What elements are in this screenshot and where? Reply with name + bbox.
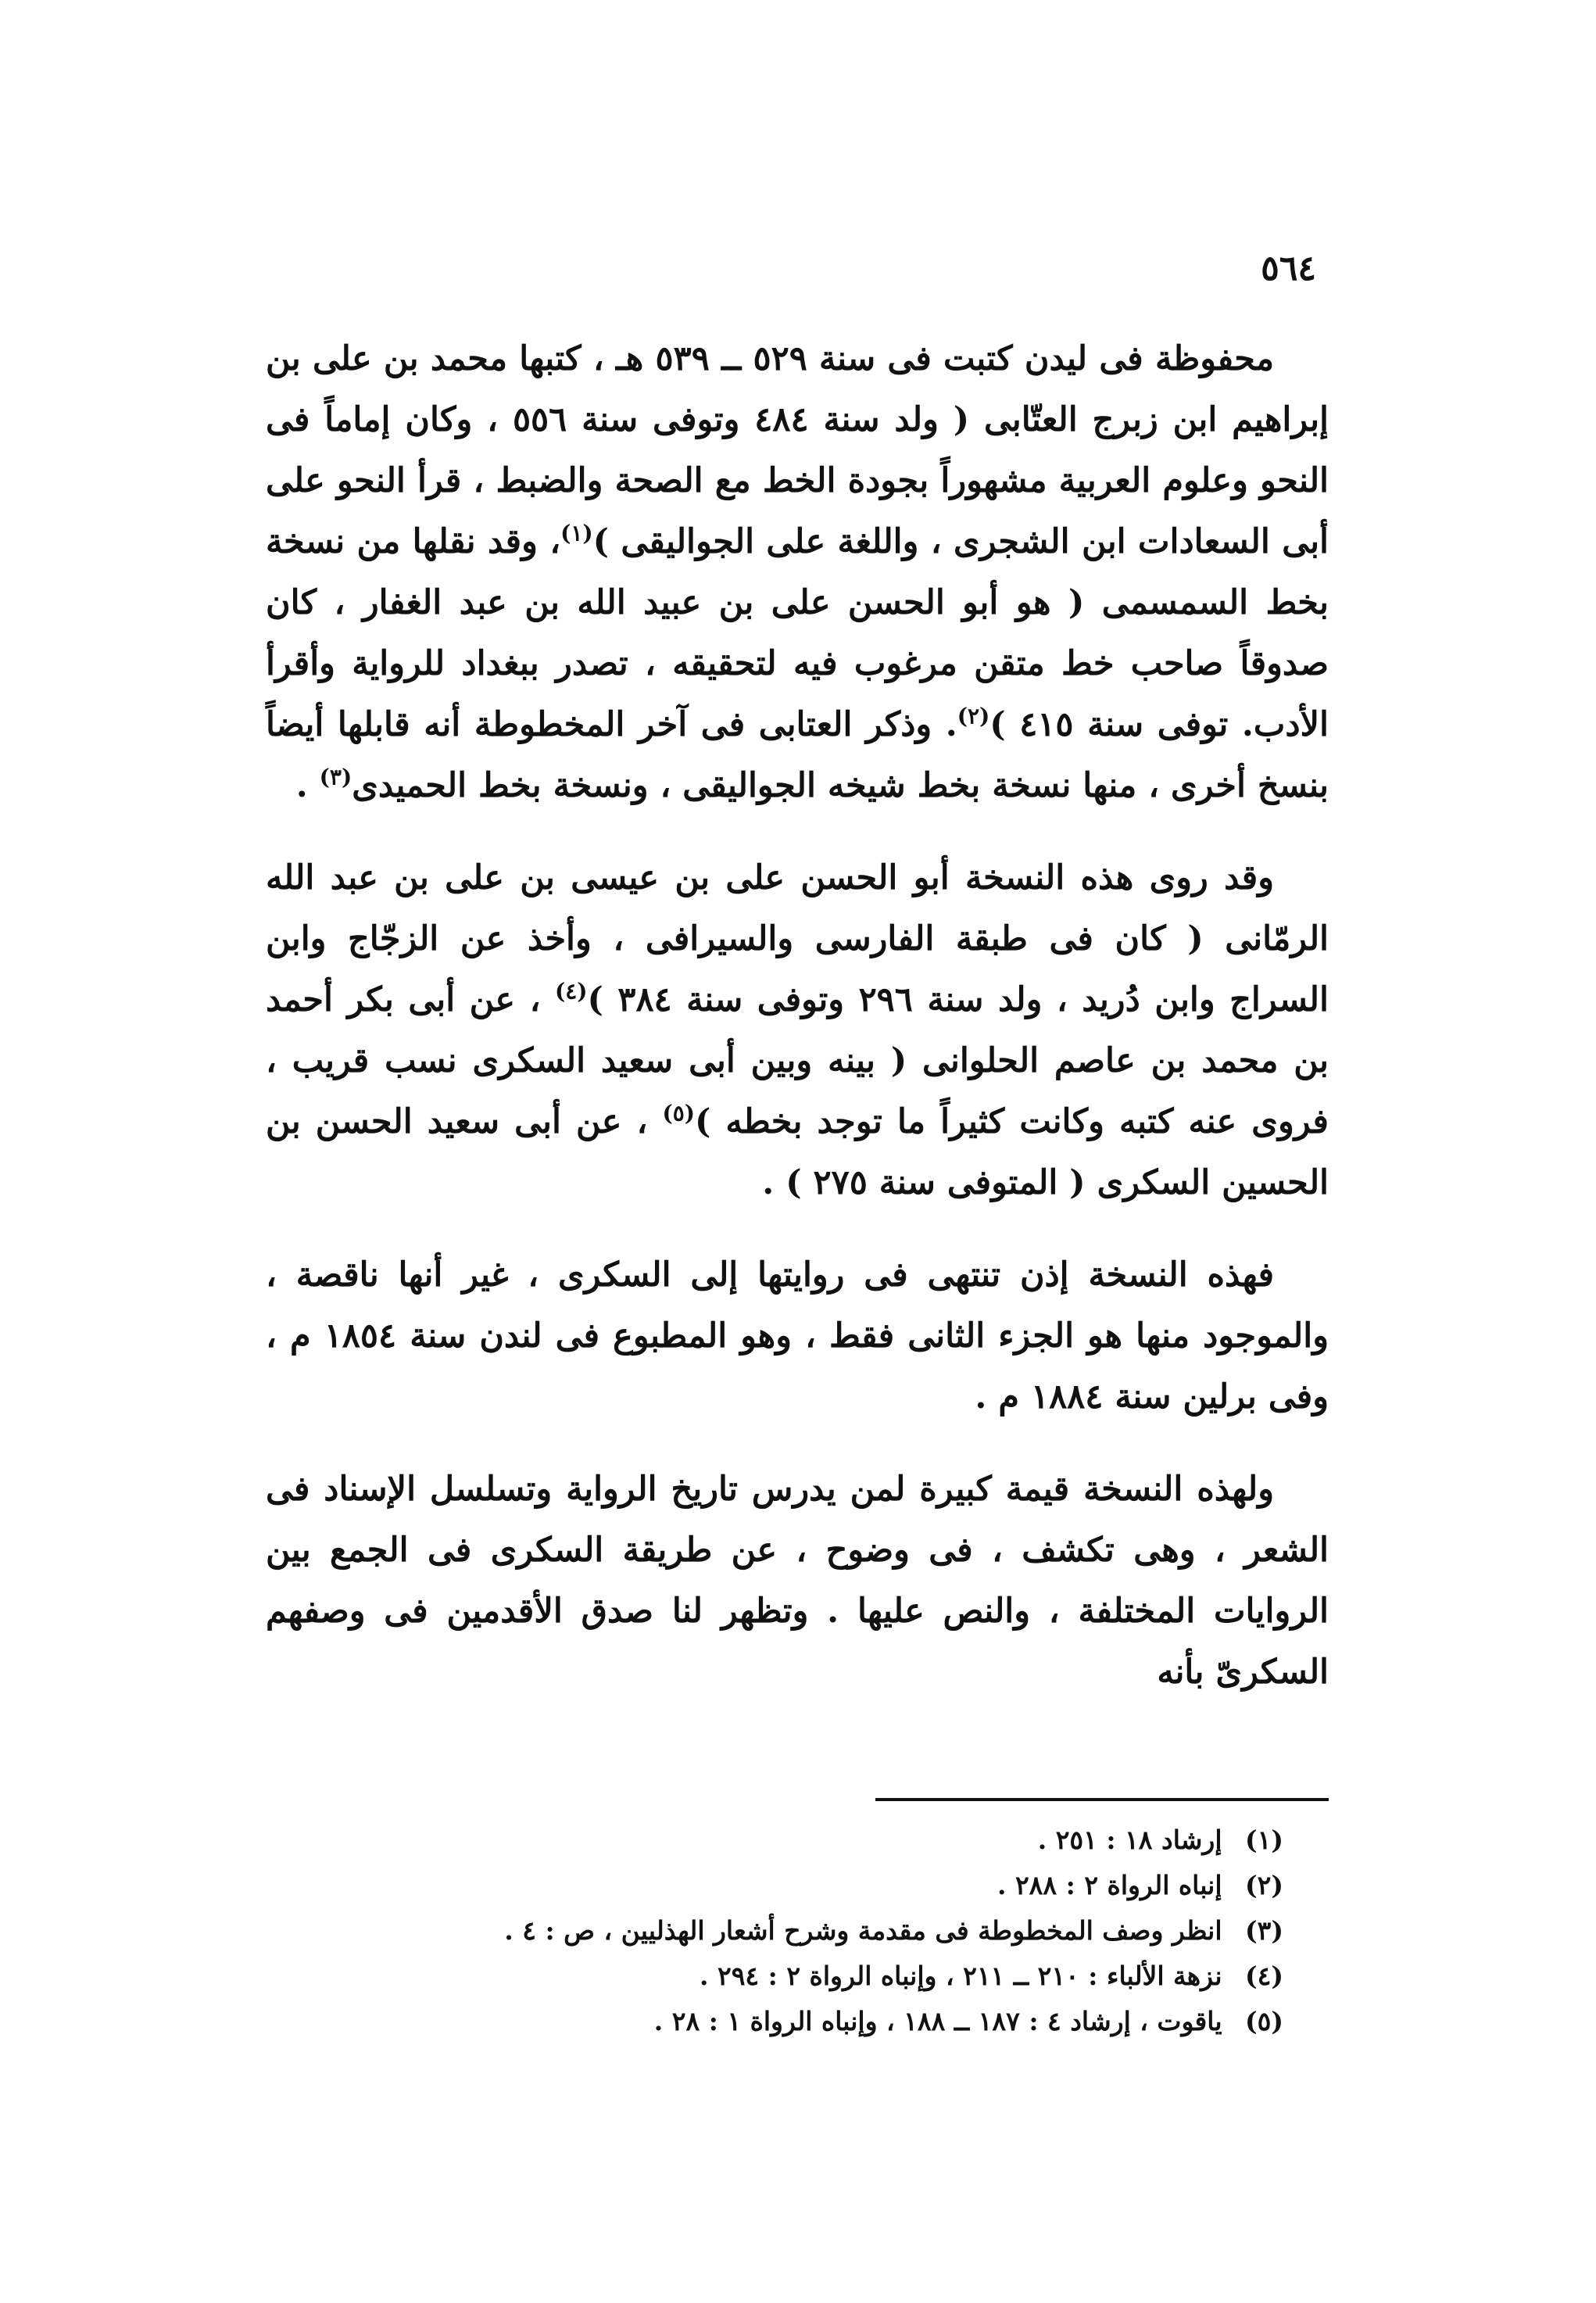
text-segment: محفوظة فى ليدن كتبت فى سنة ٥٢٩ ــ ٥٣٩ هـ ، كتبها محمد بن على بن إبراهيم ابن زبرج العتّابى ( ولد سنة ٤٨٤ وتوفى سنة ٥٥٦ ، وكان إماماً فى النحو وعلوم العربية مشهوراً بجودة الخط مع الصحة والضبط ، قرأ النحو على أبى السعادات ابن الشجرى ، واللغة على الجواليقى ) — [266, 339, 1329, 561]
paragraph-incomplete-copy — [266, 1245, 1329, 1427]
footnote-number: (٤) — [1245, 1961, 1283, 1991]
text-segment: ، عن أبى سعيد الحسن بن الحسين السكرى ( المتوفى سنة ٢٧٥ ) . — [266, 1102, 1329, 1202]
text-segment: فهذه النسخة إذن تنتهى فى روايتها إلى السكرى ، غير أنها ناقصة ، والموجود منها هو الجزء الثانى فقط ، وهو المطبوع فى لندن سنة ١٨٥٤ م ، وفى برلين سنة ١٨٨٤ م . — [266, 1255, 1329, 1417]
footnote-divider — [875, 1798, 1329, 1801]
footnote-marker: (٢) — [957, 703, 990, 729]
text-segment: . وذكر العتابى فى آخر المخطوطة أنه قابلها أيضاً بنسخ أخرى ، منها نسخة بخط شيخه الجواليقى ، ونسخة بخط الحميدى — [266, 705, 1329, 805]
text-segment: وقد روى هذه النسخة أبو الحسن على بن عيسى بن على بن عبد الله الرمّانى ( كان فى طبقة الفارسى والسيرافى ، وأخذ عن الزجّاج وابن السراج وابن دُريد ، ولد سنة ٢٩٦ وتوفى سنة ٣٨٤ ) — [266, 858, 1329, 1019]
footnote-text: انظر وصف المخطوطة فى مقدمة وشرح أشعار الهذليين ، ص : ٤ . — [504, 1915, 1222, 1946]
page-number: ٥٦٤ — [1261, 249, 1316, 288]
footnote — [345, 1999, 1283, 2044]
footnotes-list — [345, 1818, 1283, 2044]
footnote-number: (٥) — [1245, 2006, 1283, 2036]
footnote-text: إرشاد ١٨ : ٢٥١ . — [1037, 1825, 1222, 1855]
footnote-text: نزهة الألباء : ٢١٠ ــ ٢١١ ، وإنباه الرواة ٢ : ٢٩٤ . — [699, 1961, 1222, 1991]
footnote — [345, 1954, 1283, 1999]
footnote-number: (٣) — [1245, 1915, 1283, 1946]
footnote — [345, 1863, 1283, 1908]
main-text — [266, 328, 1329, 1734]
footnote-text: ياقوت ، إرشاد ٤ : ١٨٧ ــ ١٨٨ ، وإنباه الرواة ١ : ٢٨ . — [653, 2006, 1222, 2036]
footnote-marker: (٥) — [662, 1100, 695, 1126]
footnote-marker: (٣) — [319, 764, 352, 790]
footnote-text: إنباه الرواة ٢ : ٢٨٨ . — [997, 1870, 1222, 1900]
footnote-marker: (١) — [560, 520, 593, 546]
footnote — [345, 1908, 1283, 1954]
text-segment: ، عن أبى بكر أحمد بن محمد بن عاصم الحلوانى ( بينه وبين أبى سعيد السكرى نسب قريب ، فروى عنه كتبه وكانت كثيراً ما توجد بخطه ) — [266, 980, 1329, 1141]
footnote-number: (٢) — [1245, 1870, 1283, 1900]
footnote-number: (١) — [1245, 1825, 1283, 1855]
paragraph-manuscript-description — [266, 328, 1329, 816]
paragraph-copy-value — [266, 1459, 1329, 1703]
footnote-marker: (٤) — [554, 978, 588, 1005]
text-segment: ولهذه النسخة قيمة كبيرة لمن يدرس تاريخ الرواية وتسلسل الإسناد فى الشعر ، وهى تكشف ، فى وضوح ، عن طريقة السكرى فى الجمع بين الروايات المختلفة ، والنص عليها . وتظهر لنا صدق الأقدمين فى وصفهم السكرىّ بأنه — [266, 1470, 1329, 1692]
text-segment: . — [295, 766, 320, 805]
text-segment: ، وقد نقلها من نسخة بخط السمسمى ( هو أبو الحسن على بن عبيد الله بن عبد الغفار ، كان صدوقاً صاحب خط متقن مرغوب فيه لتحقيقه ، تصدر ببغداد للرواية وأقرأ الأدب. توفى سنة ٤١٥ ) — [266, 522, 1329, 744]
paragraph-transmission-chain — [266, 847, 1329, 1213]
footnote — [345, 1818, 1283, 1863]
